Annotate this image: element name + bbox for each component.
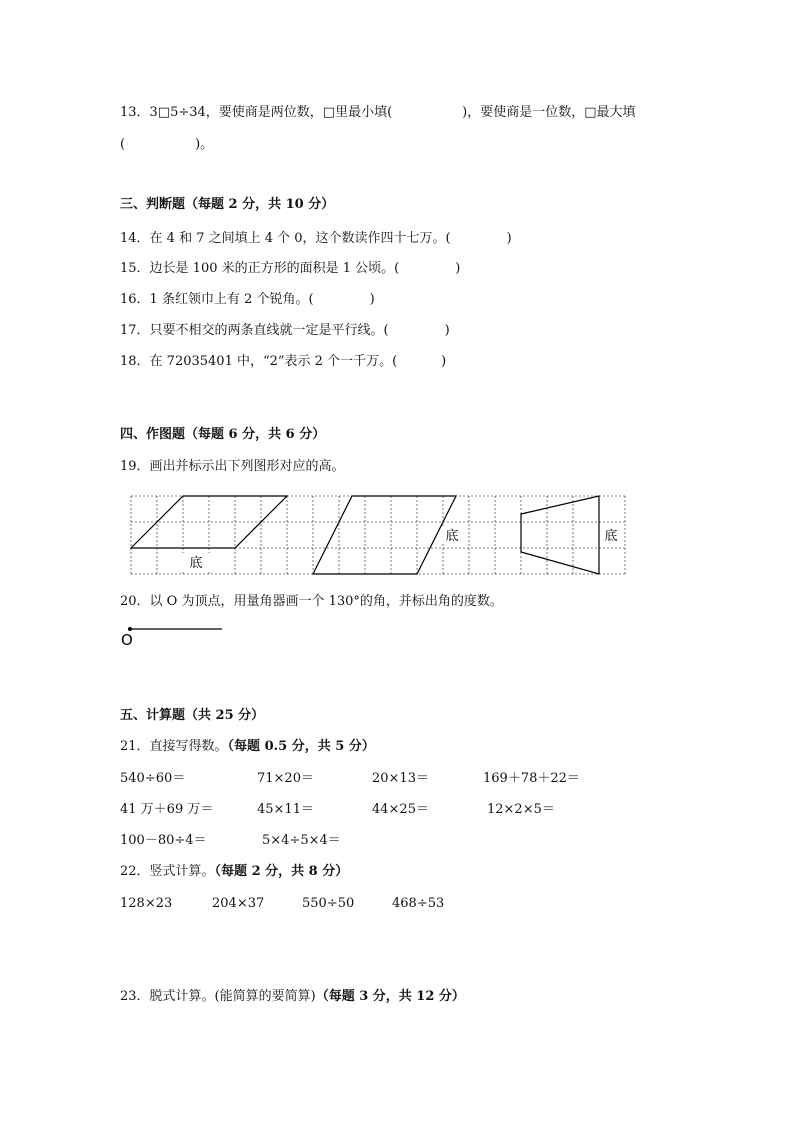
- angle-ray-figure[interactable]: [118, 622, 228, 650]
- question-14: [120, 230, 512, 248]
- question-14-text: 14．在 4 和 7 之间填上 4 个 0，这个数读作四十七万。(: [120, 231, 451, 246]
- question-22-points: （每题 2 分，共 8 分）: [214, 864, 349, 879]
- mental-calc-item: 20×13＝: [372, 771, 429, 786]
- grid-figure[interactable]: [130, 494, 628, 578]
- question-22-heading: [120, 863, 348, 881]
- question-17-text: 17．只要不相交的两条直线就一定是平行线。(: [120, 323, 389, 338]
- base-label-3: 底: [604, 529, 618, 544]
- question-21-title: 21．直接写得数。: [120, 739, 228, 754]
- mental-calc-item: 71×20＝: [257, 771, 314, 786]
- question-13-line-2: [120, 136, 213, 154]
- question-16: [120, 291, 375, 309]
- question-13-line-1: [120, 104, 636, 122]
- mental-calc-item: 100－80÷4＝: [120, 833, 207, 848]
- mental-calc-item: 44×25＝: [372, 802, 429, 817]
- question-17-close: ): [444, 323, 450, 338]
- mental-calc-item: 12×2×5＝: [487, 802, 555, 817]
- section-4-heading: 四、作图题（每题 6 分，共 6 分）: [120, 427, 326, 442]
- question-16-close: ): [369, 292, 375, 307]
- question-18: [120, 353, 446, 371]
- question-21-heading: [120, 738, 375, 756]
- mental-calc-item: 169＋78＋22＝: [483, 771, 580, 786]
- question-18-text: 18．在 72035401 中，“2”表示 2 个一千万。(: [120, 354, 398, 369]
- mental-calc-item: 45×11＝: [257, 802, 314, 817]
- question-23-heading: [120, 988, 465, 1006]
- vertical-calc-item: 204×37: [212, 896, 265, 911]
- vertical-calc-item: 550÷50: [302, 896, 355, 911]
- question-16-text: 16．1 条红领巾上有 2 个锐角。(: [120, 292, 314, 307]
- question-13-text-a: 13．3□5÷34，要使商是两位数，□里最小填(: [120, 105, 393, 120]
- question-17: [120, 322, 450, 340]
- section-3-heading: 三、判断题（每题 2 分，共 10 分）: [120, 197, 335, 212]
- trapezoid-shape: [521, 496, 599, 574]
- mental-calc-item: 5×4÷5×4＝: [262, 833, 341, 848]
- vertex-label: O: [121, 631, 133, 649]
- question-23-title: 23．脱式计算。(能简算的要简算): [120, 989, 316, 1004]
- vertical-calc-item: 468÷53: [392, 896, 445, 911]
- question-13-text-b: )，要使商是一位数，□最大填: [462, 105, 636, 120]
- question-15: [120, 260, 460, 278]
- parallelogram-2-shape: [313, 496, 459, 574]
- vertical-calc-item: 128×23: [120, 896, 173, 911]
- question-18-close: ): [441, 354, 447, 369]
- question-21-points: （每题 0.5 分，共 5 分）: [227, 739, 375, 754]
- question-14-close: ): [506, 231, 512, 246]
- question-20: 20．以 O 为顶点，用量角器画一个 130°的角，并标出角的度数。: [120, 594, 503, 609]
- question-13-text-d: )。: [195, 137, 214, 152]
- question-22-title: 22．竖式计算。: [120, 864, 215, 879]
- mental-calc-item: 41 万＋69 万＝: [120, 802, 214, 817]
- section-5-heading: 五、计算题（共 25 分）: [120, 708, 265, 723]
- question-15-close: ): [455, 261, 461, 276]
- question-19: 19．画出并标示出下列图形对应的高。: [120, 459, 345, 474]
- question-23-points: （每题 3 分，共 12 分）: [315, 989, 465, 1004]
- mental-calc-item: 540÷60＝: [120, 771, 186, 786]
- question-13-text-c: (: [120, 137, 126, 152]
- base-label-2: 底: [445, 529, 459, 544]
- question-15-text: 15．边长是 100 米的正方形的面积是 1 公顷。(: [120, 261, 400, 276]
- base-label-1: 底: [189, 556, 203, 571]
